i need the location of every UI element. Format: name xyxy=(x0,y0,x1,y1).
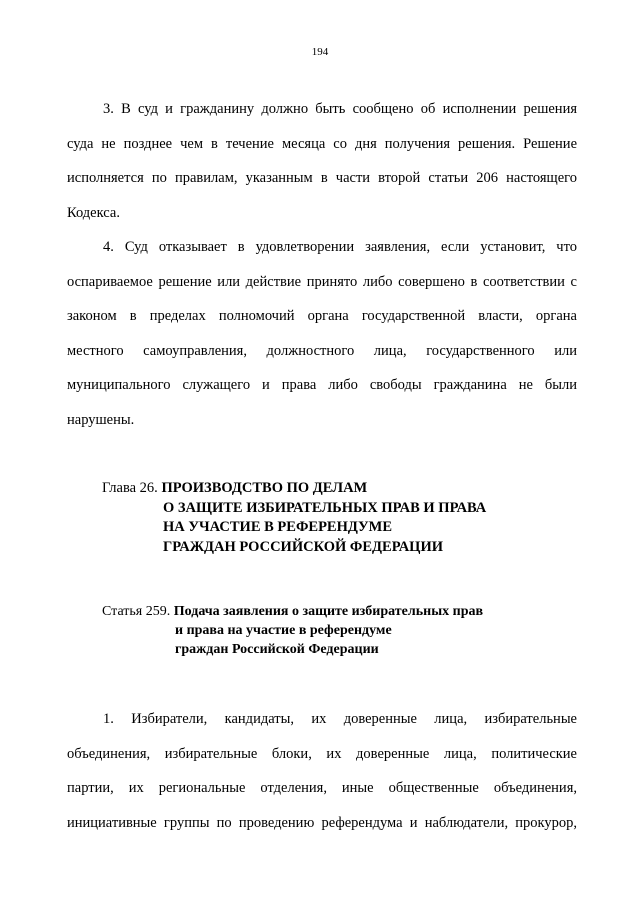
article-259-paragraph-1 xyxy=(67,702,577,840)
paragraph-line: объединения, избирательные блоки, их доверенные лица, политические xyxy=(67,745,577,762)
paragraph-line: Кодекса. xyxy=(67,204,120,221)
article-title-line: и права на участие в референдуме xyxy=(175,623,392,638)
paragraph-line: 4. Суд отказывает в удовлетворении заявления, если установит, что xyxy=(103,239,577,255)
chapter-title-line: НА УЧАСТИЕ В РЕФЕРЕНДУМЕ xyxy=(163,519,393,535)
paragraph-line: 1. Избиратели, кандидаты, их доверенные лица, избирательные xyxy=(103,711,577,727)
article-title-line: Подача заявления о защите избирательных прав xyxy=(173,604,484,619)
paragraph-line: нарушены. xyxy=(67,411,135,428)
page-number: 194 xyxy=(311,46,329,58)
paragraph-line: законом в пределах полномочий органа государственной власти, органа xyxy=(67,308,577,325)
chapter-title-line: ГРАЖДАН РОССИЙСКОЙ ФЕДЕРАЦИИ xyxy=(163,538,444,555)
chapter-title-line: ПРОИЗВОДСТВО ПО ДЕЛАМ xyxy=(161,480,368,496)
chapter-label: Глава 26. xyxy=(102,480,162,496)
chapter-title-line: О ЗАЩИТЕ ИЗБИРАТЕЛЬНЫХ ПРАВ И ПРАВА xyxy=(163,499,487,516)
paragraph-line: муниципального служащего и права либо свободы гражданина не были xyxy=(67,377,577,394)
paragraph-line: оспариваемое решение или действие принято либо совершено в соответствии с xyxy=(67,273,577,290)
paragraph-4 xyxy=(67,230,577,438)
paragraph-line: суда не позднее чем в течение месяца со дня получения решения. Решение xyxy=(67,135,577,152)
article-title-line: граждан Российской Федерации xyxy=(175,642,379,657)
chapter-heading xyxy=(102,479,486,557)
article-heading xyxy=(102,602,483,659)
paragraph-line: инициативные группы по проведению референдума и наблюдатели, прокурор, xyxy=(67,814,577,831)
paragraph-line: местного самоуправления, должностного лица, государственного или xyxy=(67,342,577,359)
paragraph-3 xyxy=(67,92,577,230)
paragraph-line: исполняется по правилам, указанным в части второй статьи 206 настоящего xyxy=(67,170,577,187)
article-label: Статья 259. xyxy=(102,604,174,619)
paragraph-line: партии, их региональные отделения, иные общественные объединения, xyxy=(67,780,577,797)
paragraph-line: 3. В суд и гражданину должно быть сообщено об исполнении решения xyxy=(103,101,577,117)
